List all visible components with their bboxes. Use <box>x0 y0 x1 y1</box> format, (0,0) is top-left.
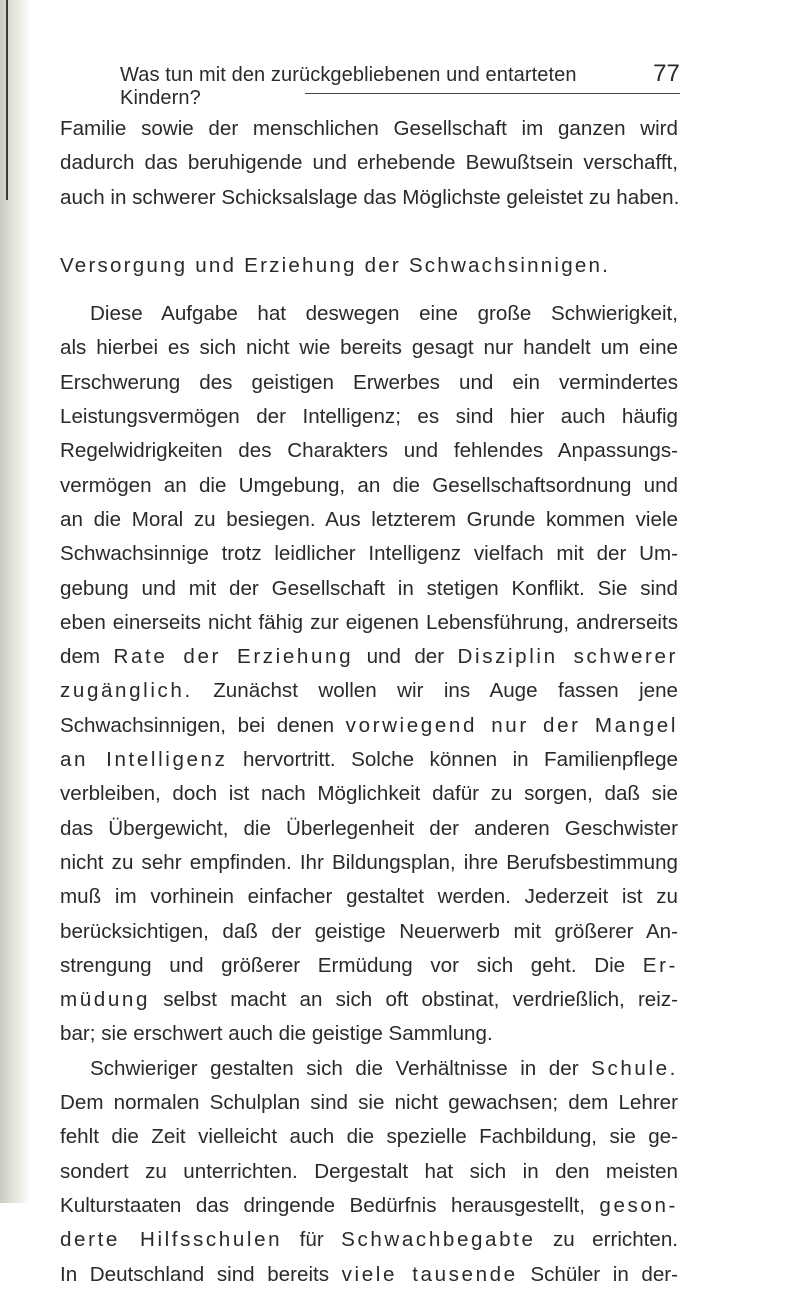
text-run: Zunächst wollen wir ins Auge fassen jene <box>192 679 678 703</box>
spaced-emphasis: Disziplin schwerer <box>457 645 678 669</box>
text-line: verbleiben, doch ist nach Möglichkeit dafür zu sorgen, daß sie <box>60 782 678 806</box>
text-line: Familie sowie der menschlichen Gesellschaft im ganzen wird <box>60 117 678 140</box>
spaced-emphasis: an Intelligenz <box>60 748 228 772</box>
text-line: bar; sie erschwert auch die geistige Sammlung. <box>60 1022 493 1046</box>
text-line: das Übergewicht, die Überlegenheit der anderen Geschwister <box>60 816 678 840</box>
page-shadow-edge <box>0 0 30 1203</box>
spaced-emphasis: zugänglich. <box>60 679 193 703</box>
section-heading: Versorgung und Erziehung der Schwachsinnigen. <box>60 253 611 277</box>
paragraph-main <box>60 297 678 1052</box>
text-line <box>60 1223 678 1257</box>
text-line <box>60 743 678 777</box>
header-rule <box>305 93 680 94</box>
text-line: eben einerseits nicht fähig zur eigenen Lebensführung, andrerseits <box>60 610 678 634</box>
text-run: zu errichten. <box>535 1228 679 1252</box>
text-line <box>60 949 678 983</box>
text-run: strengung und größerer Ermüdung vor sich geht. Die <box>60 953 643 977</box>
spaced-emphasis: derte Hilfsschulen <box>60 1228 283 1252</box>
running-title: Was tun mit den zurückgebliebenen und entarteten Kindern? <box>120 64 577 109</box>
spacer <box>60 215 678 249</box>
text-run: Kulturstaaten das dringende Bedürfnis herausgestellt, <box>60 1193 600 1217</box>
text-line: berücksichtigen, daß der geistige Neuerwerb mit größerer An- <box>60 919 678 943</box>
text-line: Regelwidrigkeiten des Charakters und fehlendes Anpassungs- <box>60 439 678 463</box>
text-run: und der <box>353 645 458 669</box>
running-header <box>120 60 680 110</box>
text-line <box>60 640 678 674</box>
text-run: Schüler in der- <box>517 1262 678 1286</box>
spaced-emphasis: Schwachbegabte <box>341 1228 536 1252</box>
spaced-emphasis: geson- <box>599 1193 678 1217</box>
text-run: für <box>282 1228 342 1252</box>
text-run: Diese Aufgabe hat deswegen eine große Schwierigkeit, <box>90 302 678 326</box>
text-line: Erschwerung des geistigen Erwerbes und ein vermindertes <box>60 370 678 394</box>
spaced-emphasis: viele tausende <box>341 1262 518 1286</box>
spaced-emphasis: Er- <box>642 953 678 977</box>
text-line: fehlt die Zeit vielleicht auch die spezielle Fachbildung, sie ge- <box>60 1125 678 1149</box>
text-line: sondert zu unterrichten. Dergestalt hat sich in den meisten <box>60 1159 678 1183</box>
text-line: Dem normalen Schulplan sind sie nicht gewachsen; dem Lehrer <box>60 1091 678 1115</box>
text-line: vermögen an die Umgebung, an die Gesellschaftsordnung und <box>60 473 678 497</box>
text-line: als hierbei es sich nicht wie bereits gesagt nur handelt um eine <box>60 336 678 360</box>
text-run: selbst macht an sich oft obstinat, verdrießlich, reiz- <box>150 988 678 1012</box>
text-line: gebung und mit der Gesellschaft in stetigen Konflikt. Sie sind <box>60 576 678 600</box>
text-run: hervortritt. Solche können in Familienpflege <box>227 748 678 772</box>
spaced-emphasis: Schule. <box>591 1056 678 1080</box>
spaced-emphasis: Rate der Erziehung <box>113 645 354 669</box>
text-run: Schwieriger gestalten sich die Verhältnisse in der <box>90 1056 592 1080</box>
spaced-emphasis: vorwiegend nur der Mangel <box>345 713 678 737</box>
text-line <box>60 674 678 708</box>
text-line: muß im vorhinein einfacher gestaltet werden. Jederzeit ist zu <box>60 885 678 909</box>
text-line: auch in schwerer Schicksalslage das Möglichste geleistet zu haben. <box>60 185 680 209</box>
page-number: 77 <box>653 60 680 87</box>
text-line: an die Moral zu besiegen. Aus letzterem Grunde kommen viele <box>60 507 678 531</box>
text-line: Schwachsinnige trotz leidlicher Intelligenz vielfach mit der Um- <box>60 542 678 566</box>
text-run: dem <box>60 645 114 669</box>
text-line <box>60 1189 678 1223</box>
text-line <box>60 1052 678 1086</box>
text-line: nicht zu sehr empfinden. Ihr Bildungsplan, ihre Berufsbestimmung <box>60 850 678 874</box>
text-line: dadurch das beruhigende und erhebende Bewußtsein verschafft, <box>60 151 678 175</box>
page-edge-line <box>6 0 8 200</box>
spaced-emphasis: müdung <box>60 988 151 1012</box>
text-line <box>60 709 678 743</box>
text-run: In Deutschland sind bereits <box>60 1262 342 1286</box>
text-line <box>60 1258 678 1292</box>
text-line <box>60 983 678 1017</box>
text-run: Schwachsinnigen, bei denen <box>60 713 346 737</box>
text-line <box>60 297 678 331</box>
paragraph-school <box>60 1052 678 1292</box>
paragraph-intro <box>60 112 678 215</box>
body-text <box>60 112 678 1292</box>
text-line: Leistungsvermögen der Intelligenz; es sind hier auch häufig <box>60 405 678 429</box>
